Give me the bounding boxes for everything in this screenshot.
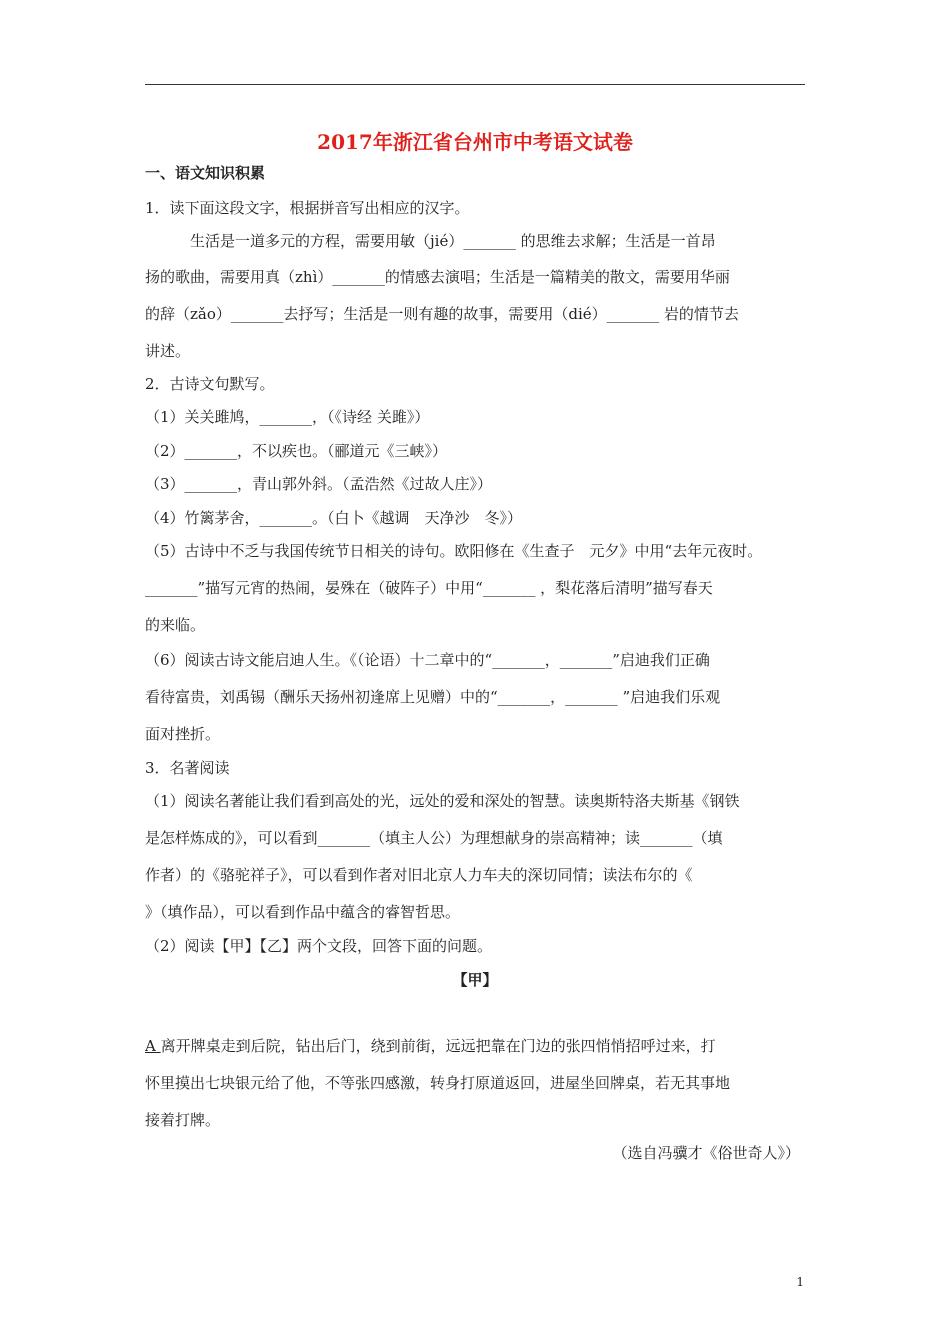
q1-line-3: 的辞（zǎo）_______去抒写；生活是一则有趣的故事，需要用（dié）_______ 岩的情节去 (145, 305, 739, 323)
passage-line-2: 怀里摸出七块银元给了他，不等张四感激，转身打原道返回，进屋坐回牌桌，若无其事地 (145, 1074, 731, 1092)
q1-line-2: 扬的歌曲，需要用真（zhì）_______的情感去演唱；生活是一篇精美的散文，需要用华丽 (145, 268, 730, 286)
q2-item-2: （2）_______，不以疾也。（郦道元《三峡》） (145, 442, 448, 460)
q1-line-4: 讲述。 (145, 342, 191, 360)
passage-line-3: 接着打牌。 (145, 1111, 221, 1129)
q1-prompt: 1．读下面这段文字，根据拼音写出相应的汉字。 (145, 199, 470, 217)
passage-line-1-text: 离开牌桌走到后院，钻出后门，绕到前街，远远把靠在门边的张四悄悄招呼过来，打 (160, 1037, 716, 1055)
q3-item-1-line-1: （1）阅读名著能让我们看到高处的光，远处的爱和深处的智慧。读奥斯特洛夫斯基《钢铁 (145, 792, 740, 810)
header-rule (145, 84, 805, 85)
passage-blank: A (145, 1037, 161, 1055)
section-heading: 一、语文知识积累 (145, 164, 266, 182)
q2-item-3: （3）_______，青山郭外斜。（孟浩然《过故人庄》） (145, 475, 493, 493)
q2-item-5-line-2: _______”描写元宵的热闹，晏殊在（破阵子）中用“_______ ，梨花落后清明”描写春天 (145, 579, 713, 597)
passage-source: （选自冯骥才《俗世奇人》） (612, 1144, 800, 1162)
page-title: 2017年浙江省台州市中考语文试卷 (317, 130, 633, 154)
passage-line-1 (145, 1036, 716, 1056)
q2-item-6-line-3: 面对挫折。 (145, 725, 221, 743)
q3-item-1-line-3: 作者）的《骆驼祥子》，可以看到作者对旧北京人力车夫的深切同情；读法布尔的《 (145, 866, 693, 884)
q3-prompt: 3．名著阅读 (145, 759, 230, 777)
q2-item-1: （1）关关雎鸠，_______，（《诗经 关雎》） (145, 408, 430, 426)
passage-heading-jia: 【甲】 (452, 971, 498, 989)
q2-item-5-line-1: （5）古诗中不乏与我国传统节日相关的诗句。欧阳修在《生查子 元夕》中用“去年元夜时。 (145, 542, 763, 560)
q2-item-6-line-1: （6）阅读古诗文能启迪人生。《（论语）十二章中的“_______，_______”启迪我们正确 (145, 651, 710, 669)
q3-item-1-line-2: 是怎样炼成的》，可以看到_______（填主人公）为理想献身的崇高精神；读_______（填 (145, 829, 723, 847)
q2-item-6-line-2: 看待富贵，刘禹锡（酬乐天扬州初逢席上见赠）中的“_______，_______ ”启迪我们乐观 (145, 688, 721, 706)
q2-prompt: 2．古诗文句默写。 (145, 375, 275, 393)
q1-line-1: 生活是一道多元的方程，需要用敏（jié）_______ 的思维去求解；生活是一首昂 (145, 232, 716, 250)
page-number: 1 (796, 1275, 804, 1289)
q2-item-5-line-3: 的来临。 (145, 616, 206, 634)
q3-item-2: （2）阅读【甲】【乙】两个文段，回答下面的问题。 (145, 937, 493, 955)
q2-item-4: （4）竹篱茅舍，_______。（白卜《越调 天净沙 冬》） (145, 509, 523, 527)
q3-item-1-line-4: 》（填作品），可以看到作品中蕴含的睿智哲思。 (145, 903, 461, 921)
